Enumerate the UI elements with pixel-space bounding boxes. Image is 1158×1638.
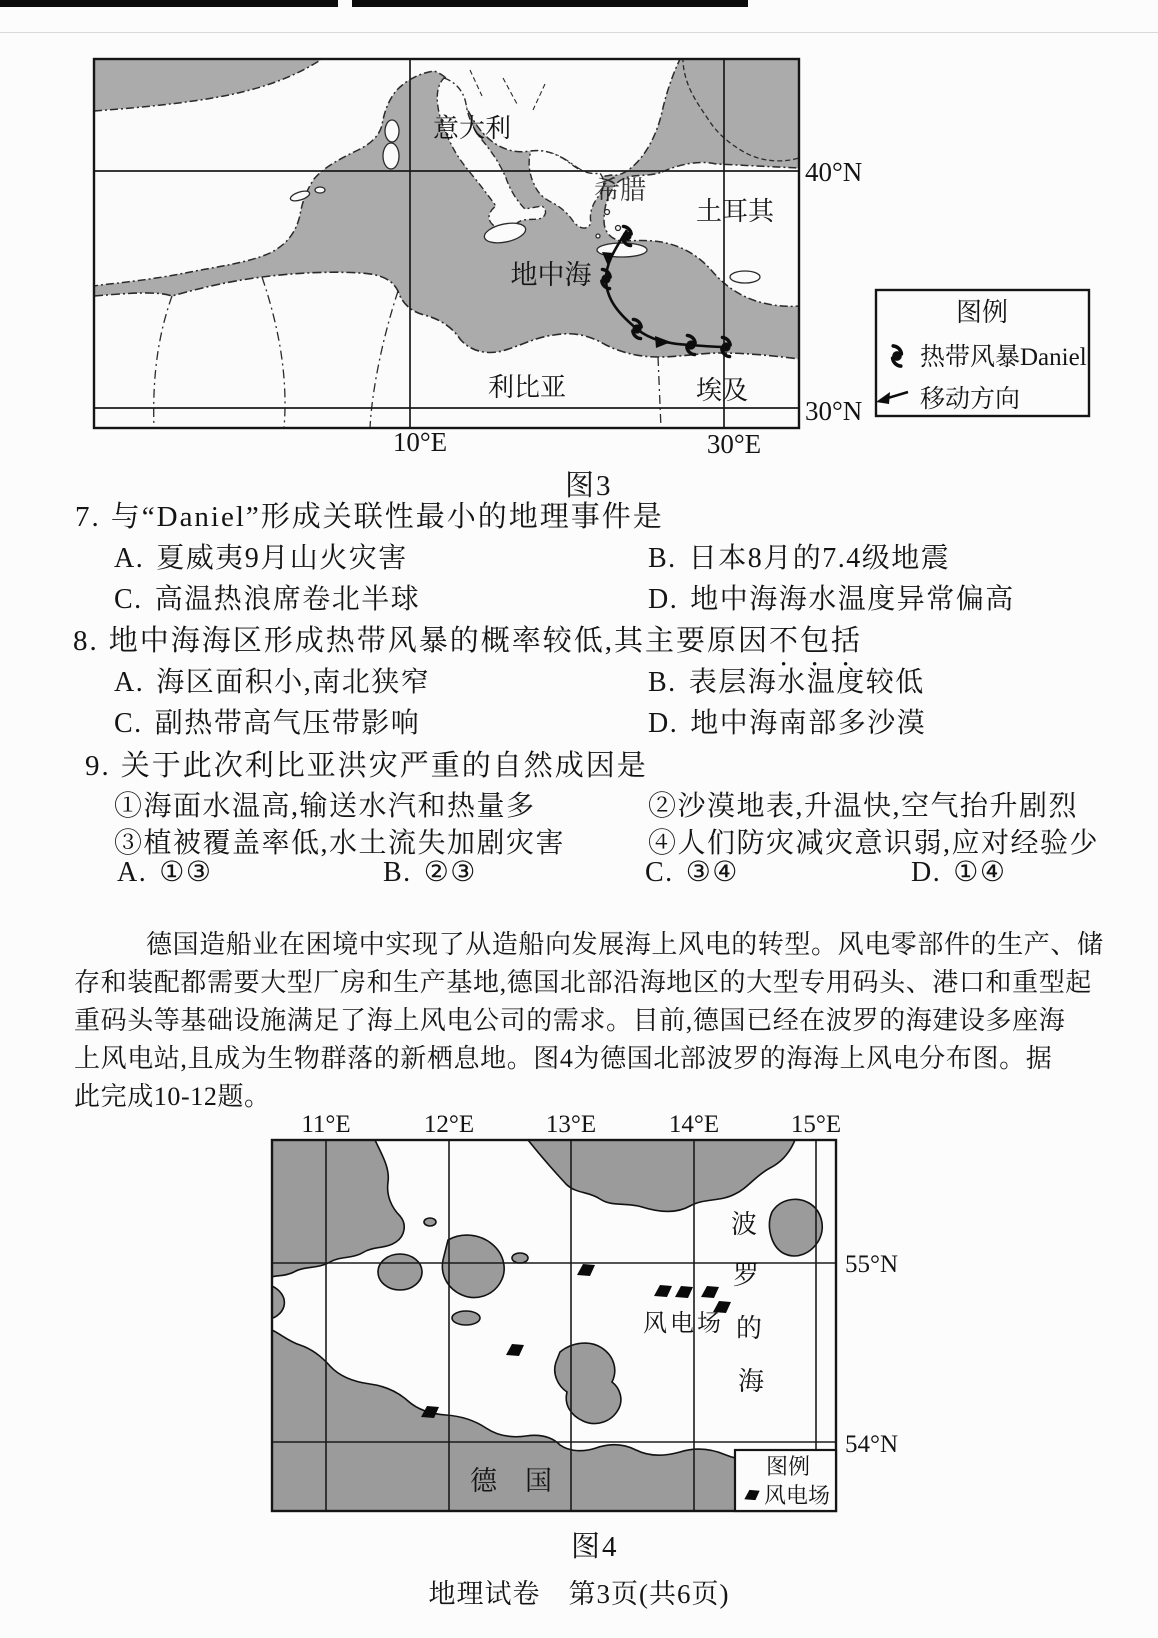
figure3-legend bbox=[876, 290, 1089, 416]
label-italy: 意大利 bbox=[432, 114, 512, 143]
lon-10e-label: 10°E bbox=[392, 427, 448, 457]
island-small bbox=[512, 1253, 528, 1263]
passage-line: 此完成10-12题。 bbox=[74, 1082, 271, 1111]
island-small bbox=[452, 1311, 480, 1325]
passage-line: 上风电站,且成为生物群落的新栖息地。图4为德国北部波罗的海海上风电分布图。据 bbox=[74, 1044, 1053, 1073]
question-9-option-a: A. ①③ bbox=[117, 857, 213, 888]
question-9-item-1: ①海面水温高,输送水汽和热量多 bbox=[114, 791, 536, 822]
passage-line: 存和装配都需要大型厂房和生产基地,德国北部沿海地区的大型专用码头、港口和重型起 bbox=[74, 968, 1092, 997]
label-turkey: 土耳其 bbox=[695, 197, 775, 226]
question-9-stem: 9. 关于此次利比亚洪灾严重的自然成因是 bbox=[85, 750, 648, 782]
svg-text:波: 波 bbox=[730, 1210, 758, 1239]
lat-40n-label: 40°N bbox=[805, 157, 863, 187]
lat-30n-label: 30°N bbox=[805, 396, 863, 426]
passage-line: 德国造船业在困境中实现了从造船向发展海上风电的转型。风电零部件的生产、储 bbox=[146, 930, 1104, 959]
svg-text:的: 的 bbox=[735, 1314, 763, 1343]
legend-storm-label: 热带风暴Daniel bbox=[920, 344, 1087, 371]
svg-text:海: 海 bbox=[737, 1367, 765, 1396]
question-number: 7. bbox=[75, 501, 101, 533]
question-7-stem: 7. 与“Daniel”形成关联性最小的地理事件是 bbox=[75, 501, 664, 533]
svg-text:罗: 罗 bbox=[732, 1261, 760, 1290]
legend-direction-label: 移动方向 bbox=[920, 386, 1021, 413]
figure3-caption: 图3 bbox=[565, 470, 613, 502]
lat-55n-label: 55°N bbox=[845, 1251, 899, 1278]
page-footer: 地理试卷 第3页(共6页) bbox=[428, 1579, 730, 1609]
lon-12e-label: 12°E bbox=[423, 1111, 475, 1138]
question-9-item-2: ②沙漠地表,升温快,空气抬升剧烈 bbox=[648, 791, 1079, 822]
legend-title: 图例 bbox=[765, 1454, 811, 1479]
label-germany: 德国 bbox=[470, 1466, 580, 1496]
label-greece: 希腊 bbox=[593, 176, 647, 205]
question-8-stem: 8. 地中海海区形成热带风暴的概率较低,其主要原因不包括 bbox=[73, 625, 863, 657]
label-libya: 利比亚 bbox=[487, 373, 567, 402]
question-9-option-d: D. ①④ bbox=[911, 857, 1007, 888]
question-8-option-c: C. 副热带高气压带影响 bbox=[114, 708, 421, 739]
lat-54n-label: 54°N bbox=[845, 1431, 899, 1458]
lon-30e-label: 30°E bbox=[706, 429, 762, 459]
label-egypt: 埃及 bbox=[695, 376, 749, 405]
figure3-map bbox=[0, 0, 1158, 470]
figure4-map bbox=[0, 1100, 1158, 1530]
question-9-option-b: B. ②③ bbox=[383, 857, 477, 888]
lon-13e-label: 13°E bbox=[545, 1111, 597, 1138]
question-8-option-a: A. 海区面积小,南北狭窄 bbox=[114, 667, 431, 698]
legend-title: 图例 bbox=[955, 298, 1009, 327]
question-7-option-c: C. 高温热浪席卷北半球 bbox=[114, 584, 421, 615]
question-7-option-b: B. 日本8月的7.4级地震 bbox=[648, 543, 951, 574]
figure4-caption: 图4 bbox=[571, 1531, 619, 1563]
lon-11e-label: 11°E bbox=[301, 1111, 351, 1138]
island-funen bbox=[378, 1254, 422, 1290]
label-windfarm: 风电场 bbox=[643, 1311, 724, 1337]
question-7-option-a: A. 夏威夷9月山火灾害 bbox=[114, 543, 408, 574]
passage-line: 重码头等基础设施满足了海上风电公司的需求。目前,德国已经在波罗的海建设多座海 bbox=[74, 1006, 1066, 1035]
question-7-option-d: D. 地中海海水温度异常偏高 bbox=[648, 584, 1015, 615]
emphasized-text: 不包括 bbox=[769, 625, 863, 657]
island-small bbox=[424, 1218, 436, 1226]
question-9-item-3: ③植被覆盖率低,水土流失加剧灾害 bbox=[114, 828, 566, 859]
question-8-option-d: D. 地中海南部多沙漠 bbox=[648, 708, 927, 739]
question-9-option-c: C. ③④ bbox=[645, 857, 739, 888]
question-number: 8. bbox=[73, 625, 99, 657]
question-8-option-b: B. 表层海水温度较低 bbox=[648, 667, 925, 698]
lon-14e-label: 14°E bbox=[668, 1111, 720, 1138]
island-bornholm bbox=[769, 1199, 822, 1256]
legend-windfarm-label: 风电场 bbox=[764, 1483, 831, 1508]
label-mediterranean: 地中海 bbox=[510, 260, 592, 290]
lon-15e-label: 15°E bbox=[790, 1111, 842, 1138]
question-9-item-4: ④人们防灾减灾意识弱,应对经验少 bbox=[648, 828, 1100, 859]
figure4-legend bbox=[735, 1450, 836, 1511]
question-number: 9. bbox=[85, 750, 111, 782]
